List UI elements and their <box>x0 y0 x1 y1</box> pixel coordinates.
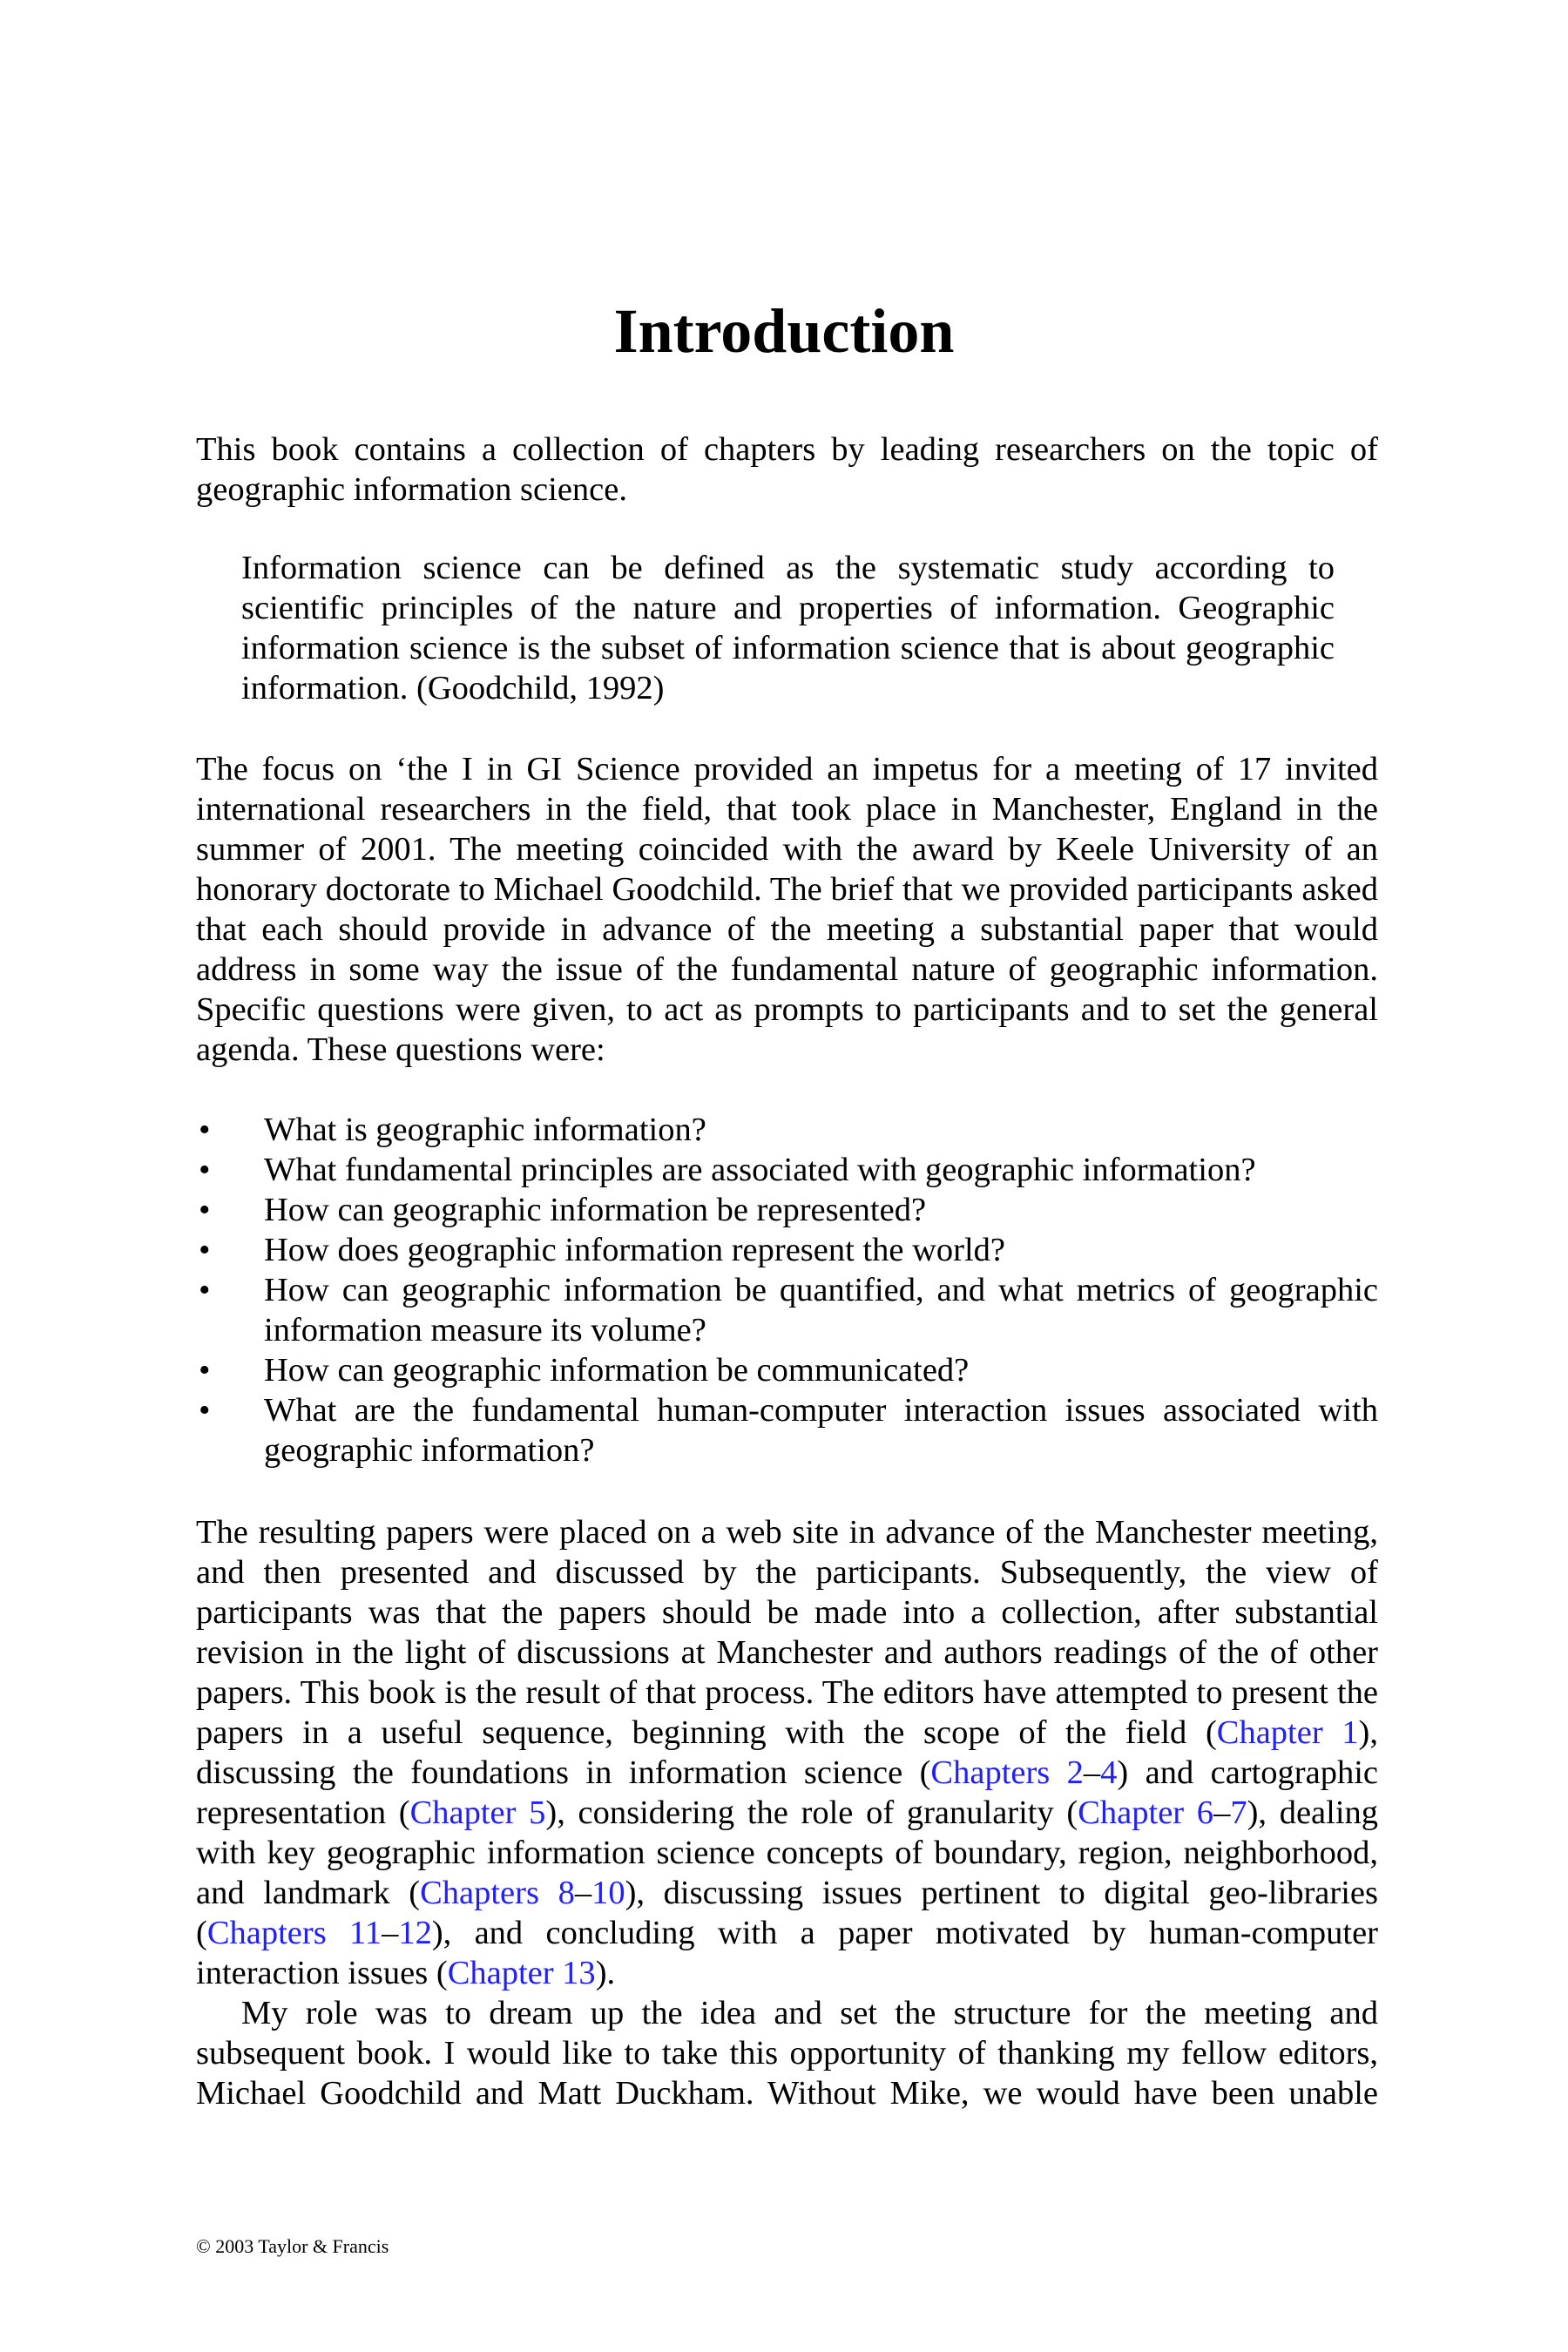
bullet-icon: • <box>199 1152 211 1188</box>
page-title: Introduction <box>613 296 955 366</box>
text: ), considering the role of granularity ( <box>545 1794 1078 1831</box>
text: ), discussing the foundations in information science ( <box>196 1714 1378 1791</box>
chapter-5-link[interactable]: Chapter 5 <box>409 1794 546 1831</box>
text: – <box>1213 1794 1231 1831</box>
list-item <box>196 1230 1378 1270</box>
chapter-1-link[interactable]: Chapter 1 <box>1216 1714 1359 1751</box>
chapter-12-link[interactable]: 12 <box>398 1915 432 1951</box>
question-text: What are the fundamental human-computer interaction issues associated with geographic information? <box>264 1392 1378 1469</box>
text: – <box>1083 1754 1101 1791</box>
list-item <box>196 1270 1378 1350</box>
text: ) and cartographic representation ( <box>196 1754 1378 1831</box>
chapter-7-link[interactable]: 7 <box>1230 1794 1247 1831</box>
chapter-8-link[interactable]: Chapters 8 <box>420 1875 575 1911</box>
chapter-2-link[interactable]: Chapters 2 <box>930 1754 1084 1791</box>
bullet-icon: • <box>199 1192 211 1228</box>
list-item <box>196 1190 1378 1230</box>
bullet-icon: • <box>199 1232 211 1268</box>
intro-text: This book contains a collection of chapters by leading researchers on the topic of geographic information science. <box>196 431 1378 508</box>
chapter-6-link[interactable]: Chapter 6 <box>1078 1794 1214 1831</box>
copyright-footer: © 2003 Taylor & Francis <box>196 2235 389 2257</box>
summary-paragraph <box>196 1512 1378 1993</box>
question-text: How can geographic information be quantified, and what metrics of geographic information measure its volume? <box>264 1272 1378 1348</box>
text: – <box>382 1915 399 1951</box>
bullet-icon: • <box>199 1112 211 1148</box>
text: ). <box>595 1955 616 1991</box>
block-quote <box>241 548 1335 708</box>
meeting-text: The focus on ‘the I in GI Science provided an impetus for a meeting of 17 invited international researchers in the field, that took place in Manchester, England in the summer of 2001. The meeting coincided with the award by Keele University of an honorary doctorate to Michael Goodchild. The brief that we provided participants asked that each should provide in advance of the meeting a substantial paper that would address in some way the issue of the fundamental nature of geographic information. Specific questions were given, to act as prompts to participants and to set the general agenda. These questions were: <box>196 751 1378 1068</box>
text: ), discussing issues pertinent to digital geo-libraries ( <box>196 1875 1378 1951</box>
questions-list <box>196 1110 1378 1470</box>
summary-section <box>196 1512 1378 2113</box>
acknowledgement-paragraph: My role was to dream up the idea and set the structure for the meeting and subsequent book. I would like to take this opportunity of thanking my fellow editors, Michael Goodchild and Matt Duckham. Without Mike, we would have been unable <box>196 1995 1378 2112</box>
chapter-10-link[interactable]: 10 <box>591 1875 625 1911</box>
text: ), dealing with key geographic information science concepts of boundary, region, neighborhood, and landmark ( <box>196 1794 1379 1911</box>
intro-paragraph <box>196 429 1378 510</box>
questions-list-container <box>196 1110 1378 1470</box>
list-item <box>196 1350 1378 1390</box>
question-text: What is geographic information? <box>264 1112 706 1148</box>
question-text: What fundamental principles are associated with geographic information? <box>264 1152 1256 1188</box>
question-text: How does geographic information represent the world? <box>264 1232 1006 1268</box>
bullet-icon: • <box>199 1352 211 1389</box>
text: ), and concluding with a paper motivated by human-computer interaction issues ( <box>196 1915 1378 1991</box>
bullet-icon: • <box>199 1392 211 1429</box>
text: – <box>574 1875 592 1911</box>
meeting-paragraph <box>196 749 1378 1070</box>
text: The resulting papers were placed on a web site in advance of the Manchester meeting, and then presented and discussed by the participants. Subsequently, the view of participants was that the papers should be made into a collection, after substantial revision in the light of discussions at Manchester and authors readings of the of other papers. This book is the result of that process. The editors have attempted to present the papers in a useful sequence, beginning with the scope of the field ( <box>196 1514 1378 1751</box>
list-item <box>196 1150 1378 1190</box>
list-item <box>196 1390 1378 1470</box>
chapter-13-link[interactable]: Chapter 13 <box>447 1955 596 1991</box>
question-text: How can geographic information be communicated? <box>264 1352 970 1389</box>
chapter-4-link[interactable]: 4 <box>1100 1754 1118 1791</box>
question-text: How can geographic information be represented? <box>264 1192 927 1228</box>
bullet-icon: • <box>199 1272 211 1308</box>
chapter-11-link[interactable]: Chapters 11 <box>206 1915 382 1951</box>
quote-text: Information science can be defined as the systematic study according to scientific principles of the nature and properties of information. Geographic information science is the subset of information science that is about geographic information. (Goodchild, 1992) <box>241 550 1335 706</box>
list-item <box>196 1110 1378 1150</box>
